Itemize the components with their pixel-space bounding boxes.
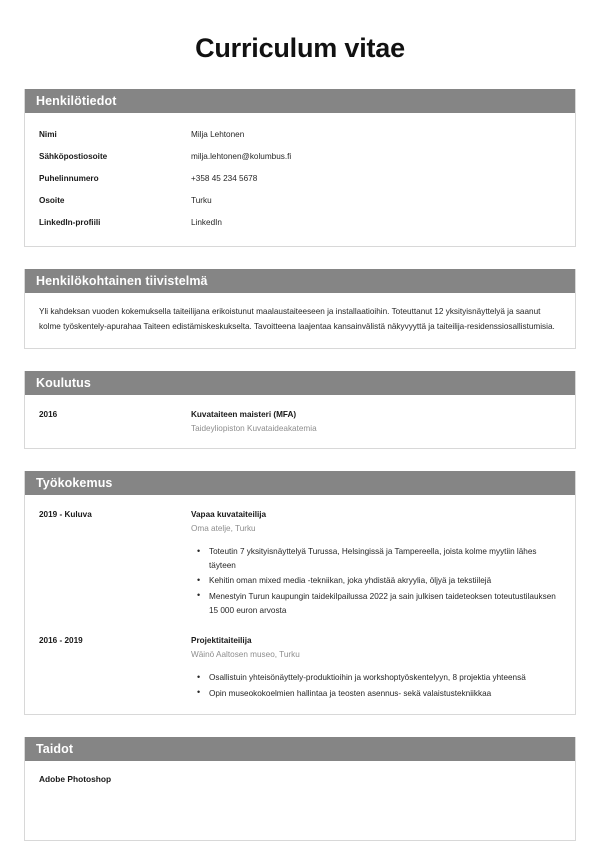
section-header-work-experience: Työkokemus <box>25 471 575 495</box>
section-header-personal-summary: Henkilökohtainen tiivistelmä <box>25 269 575 293</box>
detail-value: milja.lehtonen@kolumbus.fi <box>191 152 292 161</box>
work-employer: Oma atelje, Turku <box>191 524 256 534</box>
page-title: Curriculum vitae <box>195 33 405 63</box>
summary-paragraph: Yli kahdeksan vuoden kokemuksella taiteilijana erikoistunut maalaustaiteeseen ja installaatioihin. Toteuttanut 12 yksityisnäyttelyä ja saanut kolme työskentely-apurahaa Taiteen edistämiskeskukselta. Tavoitteena laajentaa kansainvälistä näkyvyyttä ja taiteilija-residenssiosallistumisia. <box>39 307 555 331</box>
work-employer: Wäinö Aaltosen museo, Turku <box>191 650 300 660</box>
work-achievement-item: • Osallistuin yhteisönäyttely-produktioihin ja workshoptyöskentelyyn, 8 projektia yhteensä <box>209 671 561 686</box>
detail-row-address <box>39 190 561 212</box>
detail-value-linkedin-link[interactable]: LinkedIn <box>191 218 222 227</box>
section-body-skills <box>25 761 575 840</box>
work-role: Projektitaiteilija <box>191 636 252 646</box>
work-entry <box>39 506 561 619</box>
work-details <box>191 634 561 702</box>
detail-label: Nimi <box>39 130 57 139</box>
education-entry <box>39 406 561 436</box>
work-achievement-item: • Menestyin Turun kaupungin taidekilpailussa 2022 ja sain julkisen taideteoksen toteutustilauksen 15 000 euron arvosta <box>209 590 561 618</box>
work-achievement-item: • Opin museokokoelmien hallintaa ja teosten asennus- sekä valaistustekniikkaa <box>209 687 561 702</box>
section-education <box>24 371 576 449</box>
work-role: Vapaa kuvataiteilija <box>191 510 267 520</box>
section-work-experience <box>24 471 576 715</box>
detail-row-email <box>39 146 561 168</box>
section-header-personal-details: Henkilötiedot <box>25 89 575 113</box>
work-achievement-list <box>191 545 561 618</box>
skill-item: Adobe Photoshop <box>39 774 112 785</box>
section-body-personal-details <box>25 113 575 246</box>
detail-label: Puhelinnumero <box>39 174 99 183</box>
detail-label: Osoite <box>39 196 65 205</box>
section-personal-summary <box>24 269 576 349</box>
section-header-education: Koulutus <box>25 371 575 395</box>
work-period: 2019 - Kuluva <box>39 510 92 520</box>
work-period: 2016 - 2019 <box>39 636 83 646</box>
education-institution: Taideyliopiston Kuvataideakatemia <box>191 424 317 434</box>
detail-label: Sähköpostiosoite <box>39 152 108 161</box>
section-body-personal-summary <box>25 293 575 348</box>
work-entry <box>39 619 561 702</box>
detail-row-name <box>39 124 561 146</box>
detail-value: Milja Lehtonen <box>191 130 245 139</box>
education-details <box>191 408 561 436</box>
section-body-education <box>25 395 575 448</box>
detail-value: +358 45 234 5678 <box>191 174 258 183</box>
section-skills <box>24 737 576 841</box>
work-details <box>191 508 561 619</box>
section-body-work-experience <box>25 495 575 714</box>
work-achievement-item: • Kehitin oman mixed media -tekniikan, joka yhdistää akryylia, öljyä ja tekstiilejä <box>209 574 561 589</box>
detail-row-phone <box>39 168 561 190</box>
education-degree: Kuvataiteen maisteri (MFA) <box>191 410 297 420</box>
education-period: 2016 <box>39 410 58 420</box>
section-header-skills: Taidot <box>25 737 575 761</box>
detail-value: Turku <box>191 196 212 205</box>
section-personal-details <box>24 89 576 247</box>
detail-row-linkedin <box>39 212 561 234</box>
work-achievement-list <box>191 671 561 701</box>
work-achievement-item: • Toteutin 7 yksityisnäyttelyä Turussa, Helsingissä ja Tampereella, joista kolme myytiin lähes täyteen <box>209 545 561 573</box>
detail-label: LinkedIn-profiili <box>39 218 101 227</box>
